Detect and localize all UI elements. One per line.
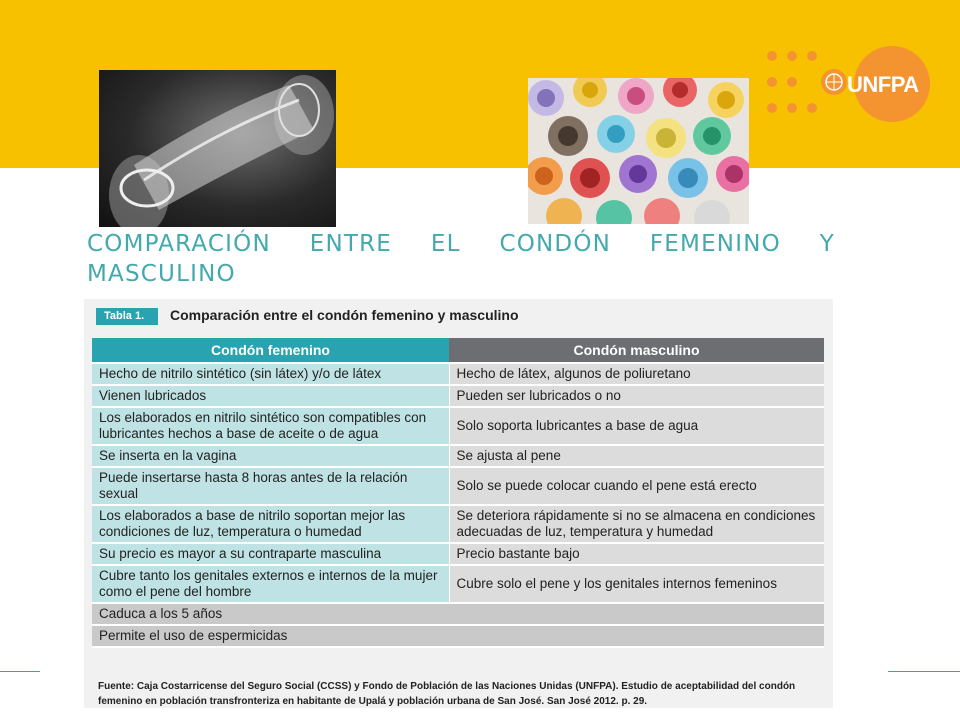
cell-female: Hecho de nitrilo sintético (sin látex) y/o de látex xyxy=(92,363,449,385)
cell-female: Los elaborados en nitrilo sintético son compatibles con lubricantes hechos a base de aceite o de agua xyxy=(92,407,449,445)
table-row xyxy=(92,363,824,385)
header-male: Condón masculino xyxy=(449,338,824,363)
page-title: COMPARACIÓN ENTRE EL CONDÓN FEMENINO Y MASCULINO xyxy=(87,231,835,287)
male-condoms-photo xyxy=(528,78,749,224)
table-row xyxy=(92,407,824,445)
table-row-shared xyxy=(92,603,824,625)
table-row xyxy=(92,467,824,505)
cell-male: Se ajusta al pene xyxy=(449,445,824,467)
table-row xyxy=(92,543,824,565)
cell-female: Cubre tanto los genitales externos e internos de la mujer como el pene del hombre xyxy=(92,565,449,603)
cell-female: Su precio es mayor a su contraparte masculina xyxy=(92,543,449,565)
table-row xyxy=(92,445,824,467)
cell-male: Pueden ser lubricados o no xyxy=(449,385,824,407)
table-row-shared xyxy=(92,625,824,647)
cell-shared: Caduca a los 5 años xyxy=(92,603,824,625)
table-caption: Comparación entre el condón femenino y masculino xyxy=(170,307,519,323)
cell-male: Solo soporta lubricantes a base de agua xyxy=(449,407,824,445)
header-female: Condón femenino xyxy=(92,338,449,363)
cell-male: Precio bastante bajo xyxy=(449,543,824,565)
cell-shared: Permite el uso de espermicidas xyxy=(92,625,824,647)
cell-male: Solo se puede colocar cuando el pene está erecto xyxy=(449,467,824,505)
cell-female: Puede insertarse hasta 8 horas antes de la relación sexual xyxy=(92,467,449,505)
table-row xyxy=(92,565,824,603)
cell-female: Vienen lubricados xyxy=(92,385,449,407)
cell-female: Los elaborados a base de nitrilo soportan mejor las condiciones de luz, temperatura o humedad xyxy=(92,505,449,543)
cell-male: Hecho de látex, algunos de poliuretano xyxy=(449,363,824,385)
cell-female: Se inserta en la vagina xyxy=(92,445,449,467)
divider-right xyxy=(888,671,960,672)
colored-condoms-illustration xyxy=(528,78,749,224)
unfpa-logo-text: UNFPA xyxy=(847,72,919,97)
divider-left xyxy=(0,671,40,672)
female-condom-photo xyxy=(99,70,336,227)
cell-male: Se deteriora rápidamente si no se almacena en condiciones adecuadas de luz, temperatura y humedad xyxy=(449,505,824,543)
cell-male: Cubre solo el pene y los genitales internos femeninos xyxy=(449,565,824,603)
female-condom-illustration xyxy=(99,70,336,227)
table-source-note: Fuente: Caja Costarricense del Seguro Social (CCSS) y Fondo de Población de las Naciones Unidas (UNFPA). Estudio de aceptabilidad del condón femenino en población transfronteriza en habitante de Upalá y población urbana de San José. San José 2012. p. 29. xyxy=(98,681,796,707)
table-header-row xyxy=(92,338,824,363)
table-row xyxy=(92,505,824,543)
comparison-table xyxy=(92,338,824,648)
table-row xyxy=(92,385,824,407)
table-tag: Tabla 1. xyxy=(96,308,158,325)
